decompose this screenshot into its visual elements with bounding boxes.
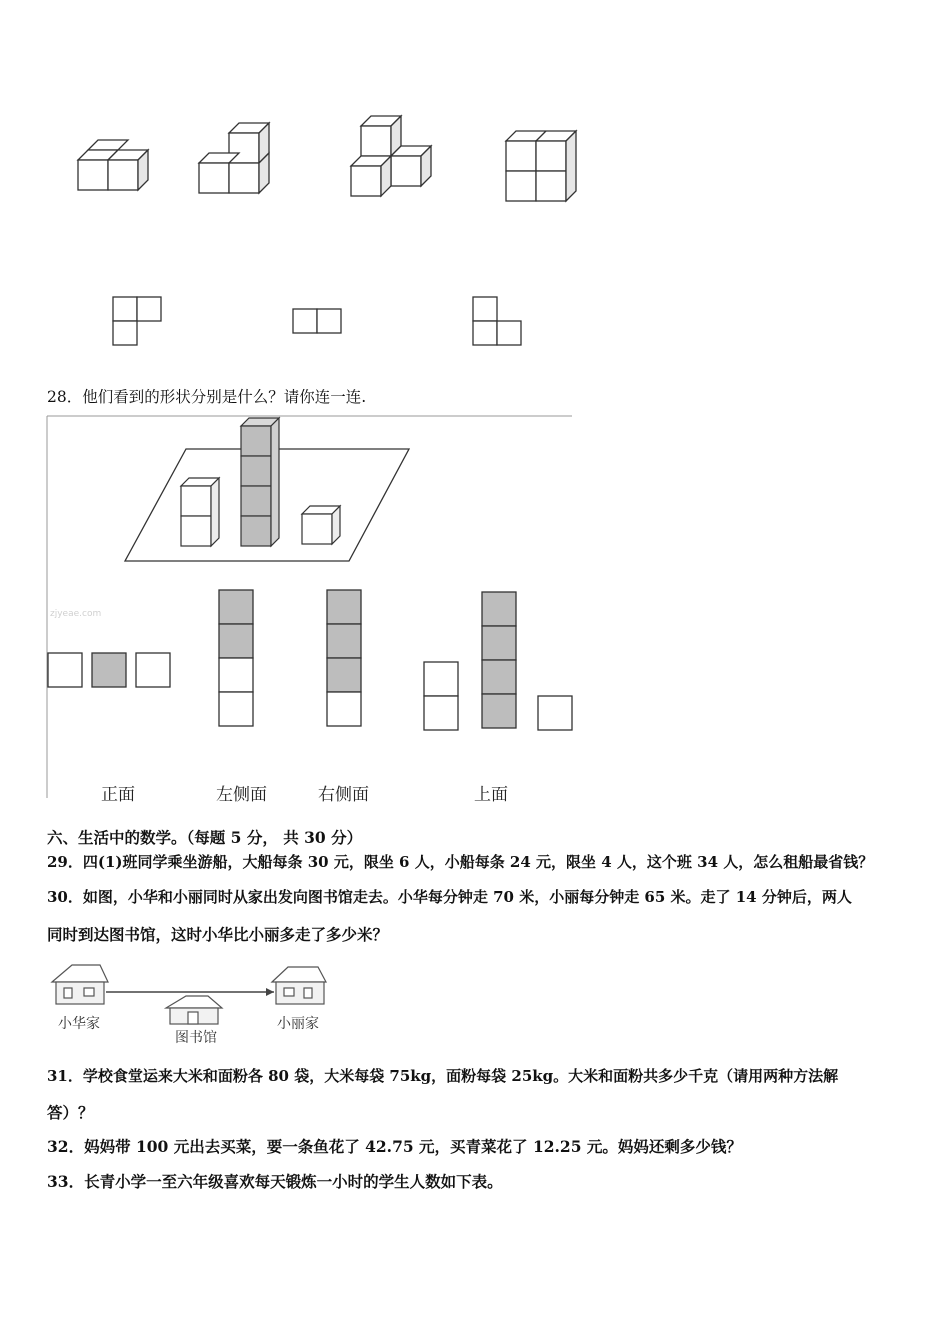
question-32: 32．妈妈带 100 元出去买菜，要一条鱼花了 42.75 元，买青菜花了 12.25 元。妈妈还剩多少钱？ [47, 1137, 742, 1156]
view-shape-1 [113, 297, 161, 345]
q28-illustration [0, 410, 950, 810]
view-shape-2 [293, 309, 341, 333]
question-29: 29．四(1)班同学乘坐游船，大船每条 30 元，限坐 6 人，小船每条 24 元，限坐 4 人，这个班 34 人，怎么租船最省钱？ [47, 853, 874, 871]
xiaoli-house-icon [272, 967, 326, 1004]
view-label-left: 左侧面 [216, 785, 267, 805]
map-label-xiaoli-home: 小丽家 [277, 1016, 319, 1032]
stack-right [302, 506, 340, 544]
q30-map [0, 955, 950, 1045]
watermark: zjyeae.com [50, 609, 102, 619]
view-option-row [48, 653, 170, 687]
map-label-library: 图书馆 [175, 1030, 217, 1046]
stack-middle [241, 418, 279, 546]
view-option-column-b [327, 590, 361, 726]
library-icon [166, 996, 222, 1024]
cube-figure-d [506, 131, 576, 201]
question-33: 33．长青小学一至六年级喜欢每天锻炼一小时的学生人数如下表。 [47, 1172, 503, 1191]
question-30-line2: 同时到达图书馆，这时小华比小丽多走了多少米？ [47, 925, 389, 944]
section-6-heading: 六、生活中的数学。（每题 5 分， 共 30 分） [47, 828, 363, 847]
cube-figure-c [351, 116, 431, 196]
question-31-line2: 答）？ [47, 1103, 94, 1122]
view-option-group [424, 592, 572, 730]
cube-figure-a [78, 140, 148, 190]
xiaohua-house-icon [52, 965, 108, 1004]
cube-figure-b [199, 123, 269, 193]
map-label-xiaohua-home: 小华家 [58, 1016, 100, 1032]
view-label-front: 正面 [101, 785, 135, 805]
question-30-line1: 30．如图，小华和小丽同时从家出发向图书馆走去。小华每分钟走 70 米，小丽每分钟走 65 米。走了 14 分钟后，两人 [47, 888, 852, 906]
view-shape-3 [473, 297, 521, 345]
cube-figures [0, 0, 950, 400]
view-label-right: 右侧面 [318, 785, 369, 805]
q28-prompt: 28．他们看到的形状分别是什么？请你连一连. [47, 388, 367, 406]
view-label-top: 上面 [474, 785, 508, 805]
stack-left [181, 478, 219, 546]
view-option-column-a [219, 590, 253, 726]
question-31-line1: 31．学校食堂运来大米和面粉各 80 袋，大米每袋 75kg，面粉每袋 25kg。大米和面粉共多少千克（请用两种方法解 [47, 1067, 839, 1085]
